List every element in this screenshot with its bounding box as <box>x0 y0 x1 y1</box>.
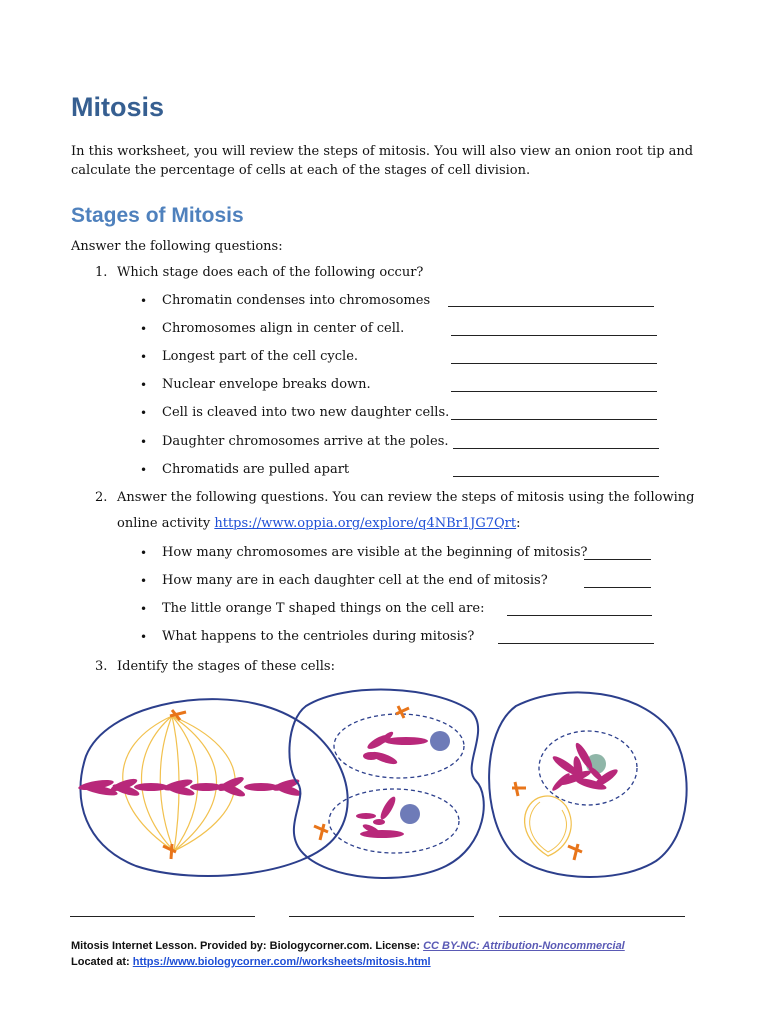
answer-blank[interactable] <box>584 559 651 560</box>
q1-item: Cell is cleaved into two new daughter cells. <box>162 405 450 420</box>
bullet-icon: • <box>140 322 148 336</box>
q1-number: 1. <box>95 265 108 280</box>
q2-text-line1: Answer the following questions. You can review the steps of mitosis using the following <box>117 490 695 505</box>
q1-item: Nuclear envelope breaks down. <box>162 377 371 392</box>
centriole-icon <box>396 706 409 718</box>
cell-prophase <box>489 692 687 877</box>
bullet-icon: • <box>140 463 148 477</box>
q1-item: Chromatin condenses into chromosomes <box>162 293 431 308</box>
answer-blank[interactable] <box>499 916 685 917</box>
license-link[interactable]: CC BY-NC: Attribution-Noncommercial <box>423 940 625 952</box>
instructions-text: Answer the following questions: <box>71 239 283 254</box>
q2-number: 2. <box>95 490 108 505</box>
footer-credit: Mitosis Internet Lesson. Provided by: Biologycorner.com. License: <box>71 940 424 952</box>
chromosome-cluster <box>550 741 619 793</box>
q3-text: Identify the stages of these cells: <box>117 659 335 674</box>
q1-item: Chromosomes align in center of cell. <box>162 321 405 336</box>
footer-located-label: Located at: <box>71 956 133 968</box>
q2-item: How many are in each daughter cell at the end of mitosis? <box>162 573 548 588</box>
answer-blank[interactable] <box>451 335 657 336</box>
chromosome-cluster <box>363 730 428 767</box>
answer-blank[interactable] <box>453 448 659 449</box>
intro-paragraph: In this worksheet, you will review the steps of mitosis. You will also view an onion root tip and calculate the percentage of cells at each of the stages of cell division. <box>71 144 694 178</box>
q1-text: Which stage does each of the following occur? <box>117 265 424 280</box>
page-title: Mitosis <box>71 92 165 122</box>
centriole-icon <box>512 782 526 796</box>
chromosome-cluster <box>356 795 404 838</box>
q1-item: Longest part of the cell cycle. <box>162 349 359 364</box>
bullet-icon: • <box>140 294 148 308</box>
bullet-icon: • <box>140 406 148 420</box>
answer-blank[interactable] <box>70 916 255 917</box>
bullet-icon: • <box>140 574 148 588</box>
answer-blank[interactable] <box>451 419 657 420</box>
answer-blank[interactable] <box>507 615 652 616</box>
cell-metaphase <box>78 699 348 876</box>
footer <box>71 938 625 970</box>
cell-membrane <box>289 690 483 878</box>
bullet-icon: • <box>140 350 148 364</box>
centriole-icon <box>568 844 582 860</box>
source-link[interactable]: https://www.biologycorner.com//worksheets/mitosis.html <box>132 956 431 968</box>
spindle-fibers <box>525 796 572 856</box>
footer-line2 <box>71 954 625 970</box>
mitosis-cells-illustration <box>66 686 696 886</box>
answer-blank[interactable] <box>498 643 654 644</box>
bullet-icon: • <box>140 435 148 449</box>
q2-item: What happens to the centrioles during mitosis? <box>162 629 475 644</box>
q2-text-prefix: online activity <box>117 516 215 531</box>
chromosome-row <box>78 774 303 798</box>
answer-blank[interactable] <box>453 476 659 477</box>
q2-text-suffix: : <box>516 516 521 531</box>
oppia-link[interactable]: https://www.oppia.org/explore/q4NBr1JG7Qrt <box>214 516 517 531</box>
answer-blank[interactable] <box>289 916 474 917</box>
cell-telophase <box>289 690 483 878</box>
q2-item: The little orange T shaped things on the cell are: <box>162 601 485 616</box>
footer-line1 <box>71 938 625 954</box>
q2-text-line2 <box>117 515 521 533</box>
q2-item: How many chromosomes are visible at the beginning of mitosis? <box>162 545 588 560</box>
q1-item: Chromatids are pulled apart <box>162 462 350 477</box>
bullet-icon: • <box>140 378 148 392</box>
nucleolus <box>400 804 420 824</box>
answer-blank[interactable] <box>448 306 654 307</box>
nucleolus <box>430 731 450 751</box>
q3-number: 3. <box>95 659 108 674</box>
answer-blank[interactable] <box>451 391 657 392</box>
section-title: Stages of Mitosis <box>71 204 244 227</box>
bullet-icon: • <box>140 602 148 616</box>
answer-blank[interactable] <box>451 363 657 364</box>
bullet-icon: • <box>140 630 148 644</box>
answer-blank[interactable] <box>584 587 651 588</box>
centriole-icon <box>314 824 328 840</box>
bullet-icon: • <box>140 546 148 560</box>
q1-item: Daughter chromosomes arrive at the poles. <box>162 434 449 449</box>
